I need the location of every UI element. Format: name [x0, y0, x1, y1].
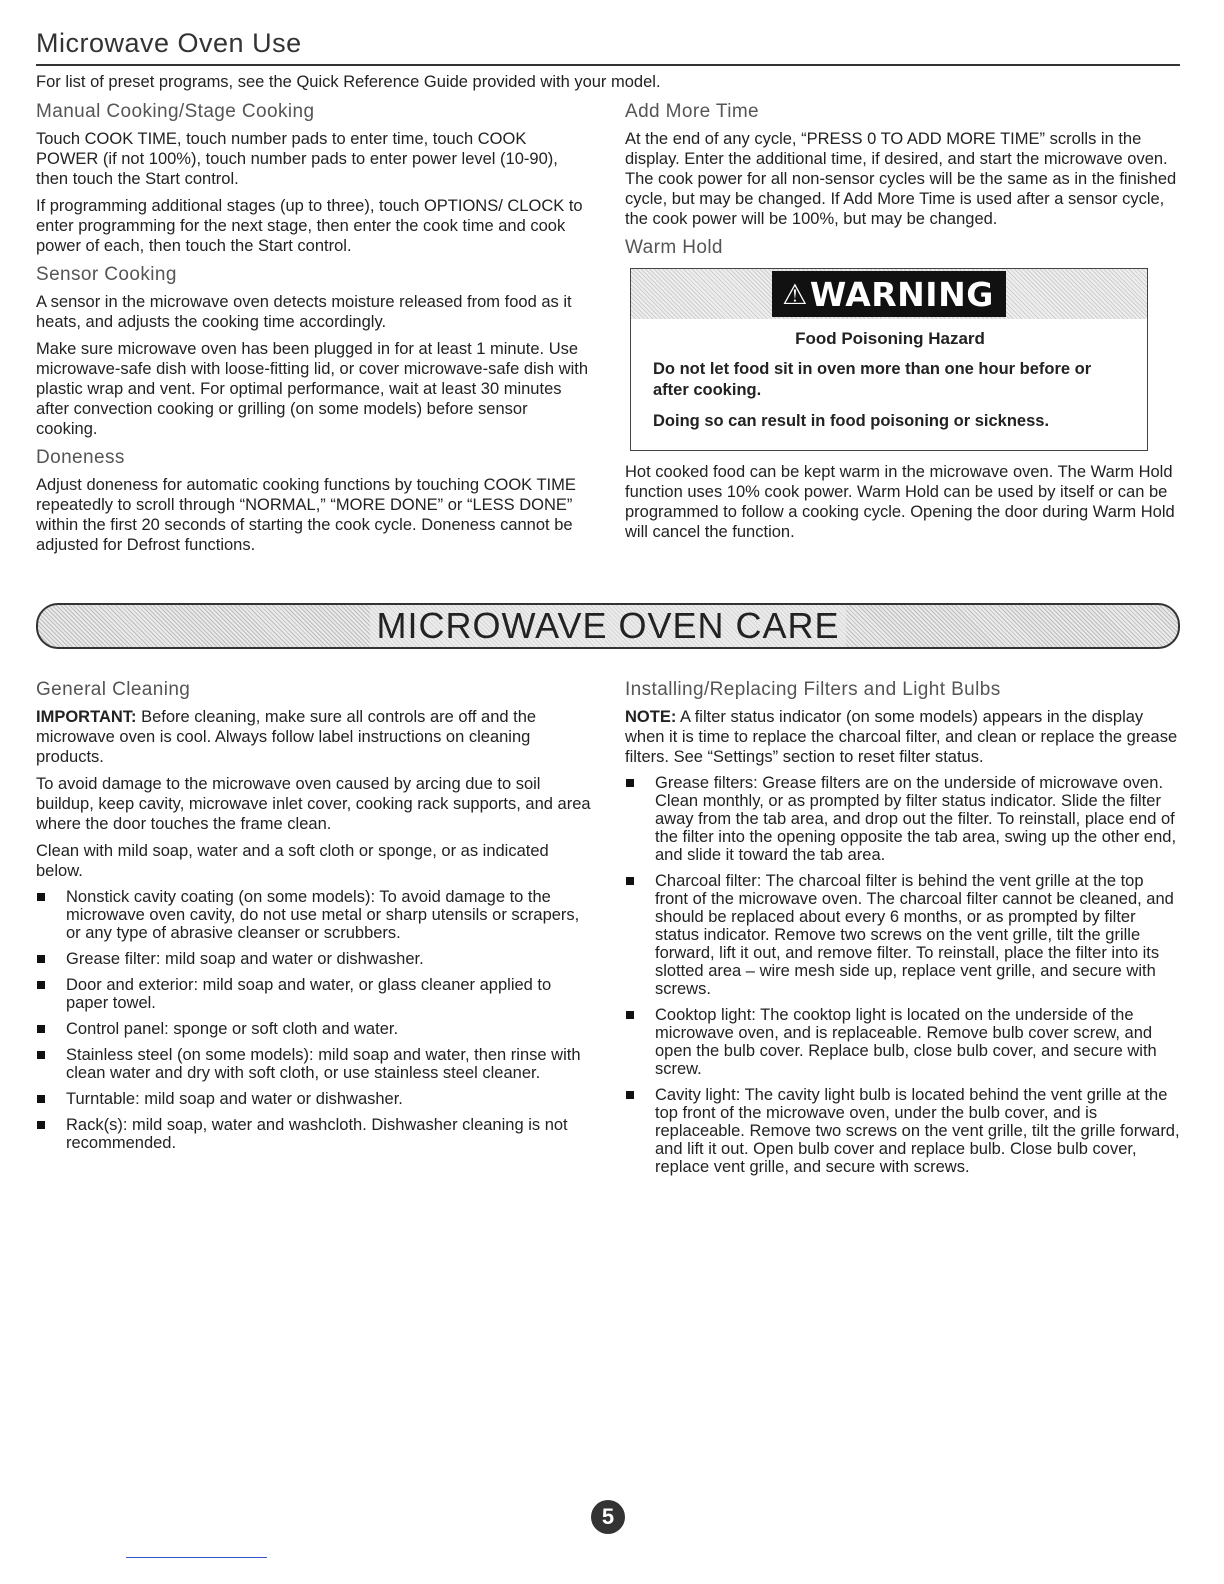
bullet-square-icon	[37, 981, 45, 989]
warning-title: Food Poisoning Hazard	[795, 329, 985, 348]
add-more-time-heading: Add More Time	[625, 101, 760, 122]
manual-cooking-p1: Touch COOK TIME, touch number pads to enter time, touch COOK POWER (if not 100%), touch number pads to enter power level (10-90), then touch the Start control.	[36, 130, 558, 188]
list-item-text: Rack(s): mild soap, water and washcloth. Dishwasher cleaning is not recommended.	[66, 1116, 568, 1152]
manual-cooking-p2: If programming additional stages (up to three), touch OPTIONS/ CLOCK to enter programming for the next stage, then enter the cook time and cook power of each, then touch the Start control.	[36, 197, 583, 255]
manual-cooking-section	[36, 100, 592, 256]
add-more-time-p1: At the end of any cycle, “PRESS 0 TO ADD MORE TIME” scrolls in the display. Enter the additional time, if desired, and start the microwave oven. The cook power for all non-sensor cycles will be the same as in the finished cycle, but may be changed. If Add More Time is used after a sensor cycle, the cook power will be 100%, but may be changed.	[625, 130, 1177, 228]
important-text: Before cleaning, make sure all controls are off and the microwave oven is cool. Always follow label instructions on cleaning products.	[36, 708, 537, 766]
list-item-text: Door and exterior: mild soap and water, or glass cleaner applied to paper towel.	[66, 976, 552, 1012]
general-cleaning-p3: Clean with mild soap, water and a soft cloth or sponge, or as indicated below.	[36, 842, 549, 880]
warm-hold-section	[625, 462, 1181, 549]
list-item	[36, 950, 592, 968]
warning-body	[631, 319, 1147, 432]
list-item	[36, 1020, 592, 1038]
note-label: NOTE:	[625, 708, 677, 726]
list-item	[36, 976, 592, 1012]
care-section-banner	[36, 603, 1180, 649]
list-item-text: Turntable: mild soap and water or dishwasher.	[66, 1090, 403, 1108]
warm-hold-heading: Warm Hold	[625, 237, 723, 258]
bullet-square-icon	[37, 955, 45, 963]
list-item	[625, 872, 1181, 998]
bullet-square-icon	[626, 1091, 634, 1099]
list-item-text: Cavity light: The cavity light bulb is located behind the vent grille at the top front of the microwave oven, under the bulb cover, and is replaceable. Remove two screws on the vent grille, tilt the grille forward, and lift it out. Open bulb cover and replace bulb. Close bulb cover, replace vent grille, and secure with screws.	[655, 1086, 1180, 1176]
bullet-square-icon	[37, 893, 45, 901]
list-item-text: Charcoal filter: The charcoal filter is behind the vent grille at the top front of the microwave oven. The charcoal filter cannot be cleaned, and should be replaced about every 6 months, or as prompted by filter status indicator. Remove two screws on the vent grille, tilt the grille forward, lift it out, and remove filter. To reinstall, place the filter into its slotted area – wire mesh side up, replace vent grille, and secure with screws.	[655, 872, 1174, 998]
note-paragraph	[625, 707, 1181, 767]
footer-link-rule	[126, 1557, 267, 1558]
note-text: A filter status indicator (on some models) appears in the display when it is time to replace the charcoal filter, and clean or replace the grease filters. See “Settings” section to reset filter status.	[625, 708, 1178, 766]
warning-label: WARNING	[809, 274, 994, 314]
page-title: Microwave Oven Use	[36, 28, 302, 58]
list-item-text: Stainless steel (on some models): mild soap and water, then rinse with clean water and dry with soft cloth, or use stainless steel cleaner.	[66, 1046, 581, 1082]
list-item-text: Cooktop light: The cooktop light is located on the underside of the microwave oven, and is replaceable. Remove bulb cover screw, and open the bulb cover. Replace bulb, close bulb cover, and secure with screw.	[655, 1006, 1157, 1078]
warning-line-2: Doing so can result in food poisoning or sickness.	[653, 412, 1050, 430]
important-label: IMPORTANT:	[36, 708, 137, 726]
warm-hold-p1: Hot cooked food can be kept warm in the microwave oven. The Warm Hold function uses 10% cook power. Warm Hold can be used by itself or can be programmed to follow a cooking cycle. Opening the door during Warm Hold will cancel the function.	[625, 463, 1175, 541]
doneness-heading: Doneness	[36, 447, 125, 468]
general-cleaning-p2: To avoid damage to the microwave oven caused by arcing due to soil buildup, keep cavity, microwave inlet cover, cooking rack supports, and area where the door touches the frame clean.	[36, 775, 591, 833]
list-item-text: Grease filter: mild soap and water or dishwasher.	[66, 950, 424, 968]
list-item	[36, 1116, 592, 1152]
list-item-text: Grease filters: Grease filters are on the underside of microwave oven. Clean monthly, or as prompted by filter status indicator. Slide the filter away from the tab area, and drop out the filter. To reinstall, place end of the filter into the opening opposite the tab area, swing up the other end, and slide it toward the tab area.	[655, 774, 1177, 864]
use-left-column	[36, 100, 592, 562]
list-item	[36, 1046, 592, 1082]
page-number: 5	[591, 1500, 625, 1534]
care-section-title: MICROWAVE OVEN CARE	[370, 605, 845, 647]
sensor-cooking-heading: Sensor Cooking	[36, 264, 177, 285]
filters-bulbs-heading: Installing/Replacing Filters and Light Bulbs	[625, 679, 1001, 700]
list-item	[625, 1086, 1181, 1176]
general-cleaning-section	[36, 678, 592, 1160]
doneness-p1: Adjust doneness for automatic cooking functions by touching COOK TIME repeatedly to scroll through “NORMAL,” “MORE DONE” or “LESS DONE” within the first 20 seconds of starting the cook cycle. Doneness cannot be adjusted for Defrost functions.	[36, 476, 576, 554]
bullet-square-icon	[626, 877, 634, 885]
warning-header	[631, 269, 1147, 319]
add-more-time-section	[625, 100, 1181, 265]
list-item	[625, 774, 1181, 864]
important-paragraph	[36, 707, 592, 767]
bullet-square-icon	[626, 1011, 634, 1019]
bullet-square-icon	[37, 1025, 45, 1033]
warning-triangle-icon: ⚠	[782, 277, 808, 311]
list-item-text: Control panel: sponge or soft cloth and water.	[66, 1020, 399, 1038]
general-cleaning-heading: General Cleaning	[36, 679, 191, 700]
list-item-text: Nonstick cavity coating (on some models): To avoid damage to the microwave oven cavity, do not use metal or sharp utensils or scrapers, or any type of abrasive cleanser or scrubbers.	[66, 888, 580, 942]
title-rule	[36, 64, 1180, 66]
cleaning-list	[36, 888, 592, 1152]
warning-box	[630, 268, 1148, 451]
bullet-square-icon	[37, 1095, 45, 1103]
warning-banner	[772, 271, 1006, 317]
doneness-section	[36, 446, 592, 555]
manual-cooking-heading: Manual Cooking/Stage Cooking	[36, 101, 315, 122]
filters-list	[625, 774, 1181, 1176]
intro-text: For list of preset programs, see the Quick Reference Guide provided with your model.	[36, 73, 661, 91]
bullet-square-icon	[37, 1051, 45, 1059]
list-item	[36, 888, 592, 942]
sensor-cooking-section	[36, 263, 592, 439]
bullet-square-icon	[37, 1121, 45, 1129]
sensor-cooking-p1: A sensor in the microwave oven detects moisture released from food as it heats, and adjusts the cooking time accordingly.	[36, 293, 572, 331]
sensor-cooking-p2: Make sure microwave oven has been plugged in for at least 1 minute. Use microwave-safe dish with loose-fitting lid, or cover microwave-safe dish with plastic wrap and vent. For optimal performance, wait at least 30 minutes after convection cooking or grilling (on some models) before sensor cooking.	[36, 340, 589, 438]
list-item	[36, 1090, 592, 1108]
filters-bulbs-section	[625, 678, 1181, 1184]
bullet-square-icon	[626, 779, 634, 787]
list-item	[625, 1006, 1181, 1078]
warning-line-1: Do not let food sit in oven more than one hour before or after cooking.	[653, 360, 1092, 399]
